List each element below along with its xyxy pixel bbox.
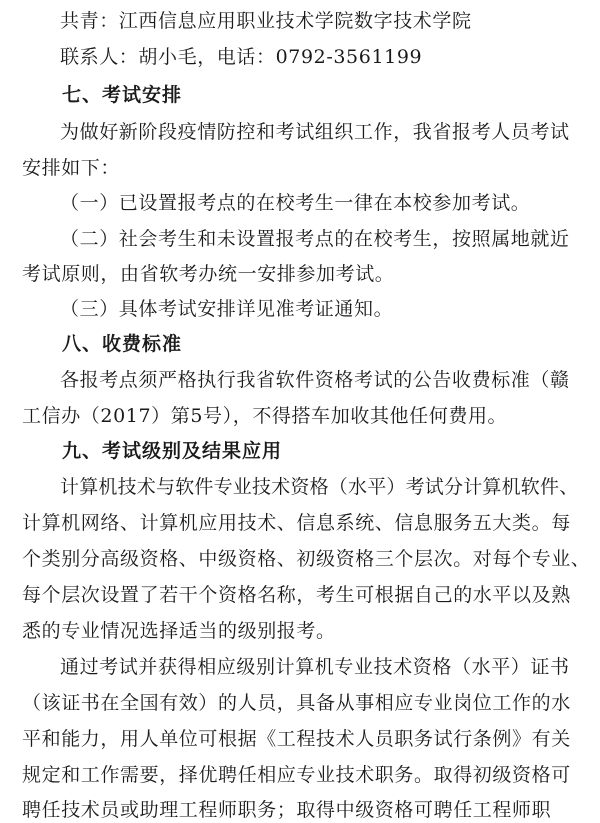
section-9-p1-line-3: 个类别分高级资格、中级资格、初级资格三个层次。对每个专业、 [22, 548, 591, 570]
section-9-p1-line-5: 悉的专业情况选择适当的级别报考。 [22, 620, 336, 642]
section-7-intro-line-1: 为做好新阶段疫情防控和考试组织工作，我省报考人员考试 [60, 121, 570, 143]
section-9-p2-line-3: 平和能力，用人单位可根据《工程技术人员职务试行条例》有关 [22, 728, 571, 750]
section-9-p1-line-1: 计算机技术与软件专业技术资格（水平）考试分计算机软件、 [60, 476, 579, 498]
section-7-item-2-line-2: 考试原则，由省软考办统一安排参加考试。 [22, 263, 395, 285]
section-9-p2-line-4: 规定和工作需要，择优聘任相应专业技术职务。取得初级资格可 [22, 764, 571, 786]
section-9-p1-line-4: 每个层次设置了若干个资格名称，考生可根据自己的水平以及熟 [22, 584, 571, 606]
section-8-line-1: 各报考点须严格执行我省软件资格考试的公告收费标准（赣 [60, 369, 570, 391]
section-8-line-2: 工信办（2017）第5号），不得搭车加收其他任何费用。 [22, 405, 508, 427]
section-9-p1-line-2: 计算机网络、计算机应用技术、信息系统、信息服务五大类。每 [22, 512, 571, 534]
section-8-heading: 八、收费标准 [62, 333, 183, 355]
section-7-intro-line-2: 安排如下： [22, 157, 121, 179]
section-7-item-1: （一）已设置报考点的在校考生一律在本校参加考试。 [60, 192, 531, 214]
section-9-p2-line-5: 聘任技术员或助理工程师职务；取得中级资格可聘任工程师职 [22, 799, 552, 821]
section-7-heading: 七、考试安排 [62, 84, 183, 106]
section-9-p2-line-1: 通过考试并获得相应级别计算机专业技术资格（水平）证书 [60, 656, 570, 678]
contact-line: 联系人：胡小毛，电话：0792-3561199 [60, 46, 423, 68]
section-9-p2-line-2: （该证书在全国有效）的人员，具备从事相应专业岗位工作的水 [22, 692, 571, 714]
co-organizer-line: 共青：江西信息应用职业技术学院数字技术学院 [60, 10, 472, 32]
section-9-heading: 九、考试级别及结果应用 [62, 440, 283, 462]
section-7-item-3: （三）具体考试安排详见准考证通知。 [60, 298, 394, 320]
section-7-item-2-line-1: （二）社会考生和未设置报考点的在校考生，按照属地就近 [60, 228, 570, 250]
